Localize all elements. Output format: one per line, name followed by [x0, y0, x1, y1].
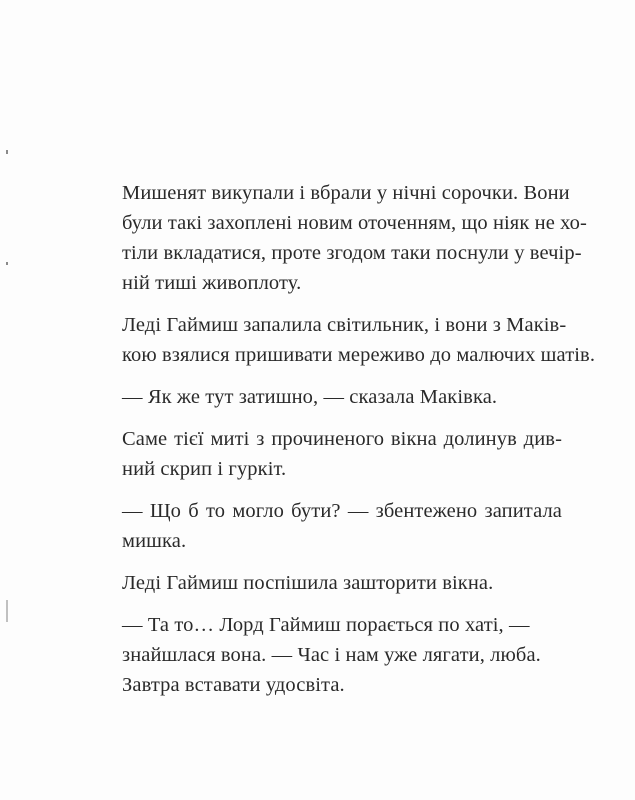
paragraph — [122, 382, 562, 412]
page-edge-mark — [6, 150, 8, 154]
paragraph — [122, 496, 562, 556]
paragraph — [122, 424, 562, 484]
text-line: були такі захоплені новим оточенням, що ніяк не хо- — [122, 212, 587, 234]
text-line: Леді Гаймиш поспішила зашторити вікна. — [122, 572, 494, 594]
text-line: кою взялися пришивати мереживо до малючих шатів. — [122, 344, 596, 366]
text-line: Мишенят викупали і вбрали у нічні сорочки. Вони — [122, 182, 570, 204]
text-line: ній тиші живоплоту. — [122, 272, 302, 294]
text-line: Леді Гаймиш запалила світильник, і вони з Маків- — [122, 314, 567, 336]
text-line: Завтра вставати удосвіта. — [122, 674, 345, 696]
text-line: мишка. — [122, 530, 187, 552]
paragraph — [122, 310, 596, 370]
text-line: — Що б то могло бути? — збентежено запитала — [122, 500, 562, 522]
page-edge-mark — [6, 600, 8, 622]
text-line: ний скрип і гуркіт. — [122, 458, 287, 480]
page-edge-mark — [6, 262, 8, 265]
text-line: тіли вкладатися, проте згодом таки поснули у вечір- — [122, 242, 582, 264]
text-line: — Як же тут затишно, — сказала Маківка. — [122, 386, 498, 408]
text-line: Саме тієї миті з прочиненого вікна долинув див- — [122, 428, 562, 450]
paragraph — [122, 178, 587, 298]
story-text — [122, 178, 596, 712]
paragraph — [122, 568, 562, 598]
text-line: знайшлася вона. — Час і нам уже лягати, люба. — [122, 644, 541, 666]
text-line: — Та то… Лорд Гаймиш порається по хаті, — — [122, 614, 530, 636]
paragraph — [122, 610, 562, 700]
